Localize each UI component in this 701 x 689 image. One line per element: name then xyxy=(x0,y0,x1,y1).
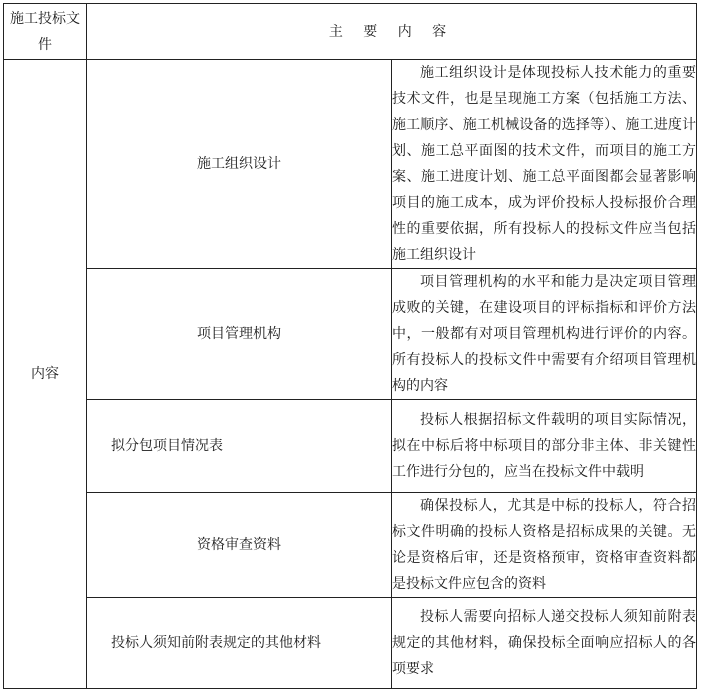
content-text: 投标人根据招标文件载明的项目实际情况，拟在中标后将中标项目的部分非主体、非关键性工作进行分包的，应当在投标文件中载明 xyxy=(392,412,696,480)
table-row xyxy=(4,60,697,269)
table-row xyxy=(4,598,697,689)
content-text: 投标人需要向招标人递交投标人须知前附表规定的其他材料，确保投标全面响应招标人的各项要求 xyxy=(392,609,696,677)
content-cell xyxy=(392,60,697,269)
header-document-cell: 施工投标文件 xyxy=(4,4,87,60)
header-main-content-cell: 主 要 内 容 xyxy=(87,4,697,60)
bid-document-table xyxy=(3,3,697,689)
item-cell: 投标人须知前附表规定的其他材料 xyxy=(87,598,392,689)
item-cell: 资格审查资料 xyxy=(87,493,392,598)
item-cell: 拟分包项目情况表 xyxy=(87,400,392,493)
table-row xyxy=(4,269,697,400)
content-cell xyxy=(392,598,697,689)
table-row xyxy=(4,493,697,598)
content-cell xyxy=(392,400,697,493)
table-row xyxy=(4,400,697,493)
content-text: 施工组织设计是体现投标人技术能力的重要技术文件，也是呈现施工方案（包括施工方法、施工顺序、施工机械设备的选择等）、施工进度计划、施工总平面图的技术文件，而项目的施工方案、施工进度计划、施工总平面图都会显著影响项目的施工成本，成为评价投标人投标报价合理性的重要依据，所有投标人的投标文件应当包括施工组织设计 xyxy=(392,65,696,263)
content-text: 项目管理机构的水平和能力是决定项目管理成败的关键，在建设项目的评标指标和评价方法中，一般都有对项目管理机构进行评价的内容。所有投标人的投标文件中需要有介绍项目管理机构的内容 xyxy=(392,274,696,394)
item-cell: 项目管理机构 xyxy=(87,269,392,400)
item-cell: 施工组织设计 xyxy=(87,60,392,269)
content-text: 确保投标人，尤其是中标的投标人，符合招标文件明确的投标人资格是招标成果的关键。无论是资格后审，还是资格预审，资格审查资料都是投标文件应包含的资料 xyxy=(392,498,696,592)
group-label-cell: 内容 xyxy=(4,60,87,689)
table-header-row xyxy=(4,4,697,60)
content-cell xyxy=(392,493,697,598)
content-cell xyxy=(392,269,697,400)
